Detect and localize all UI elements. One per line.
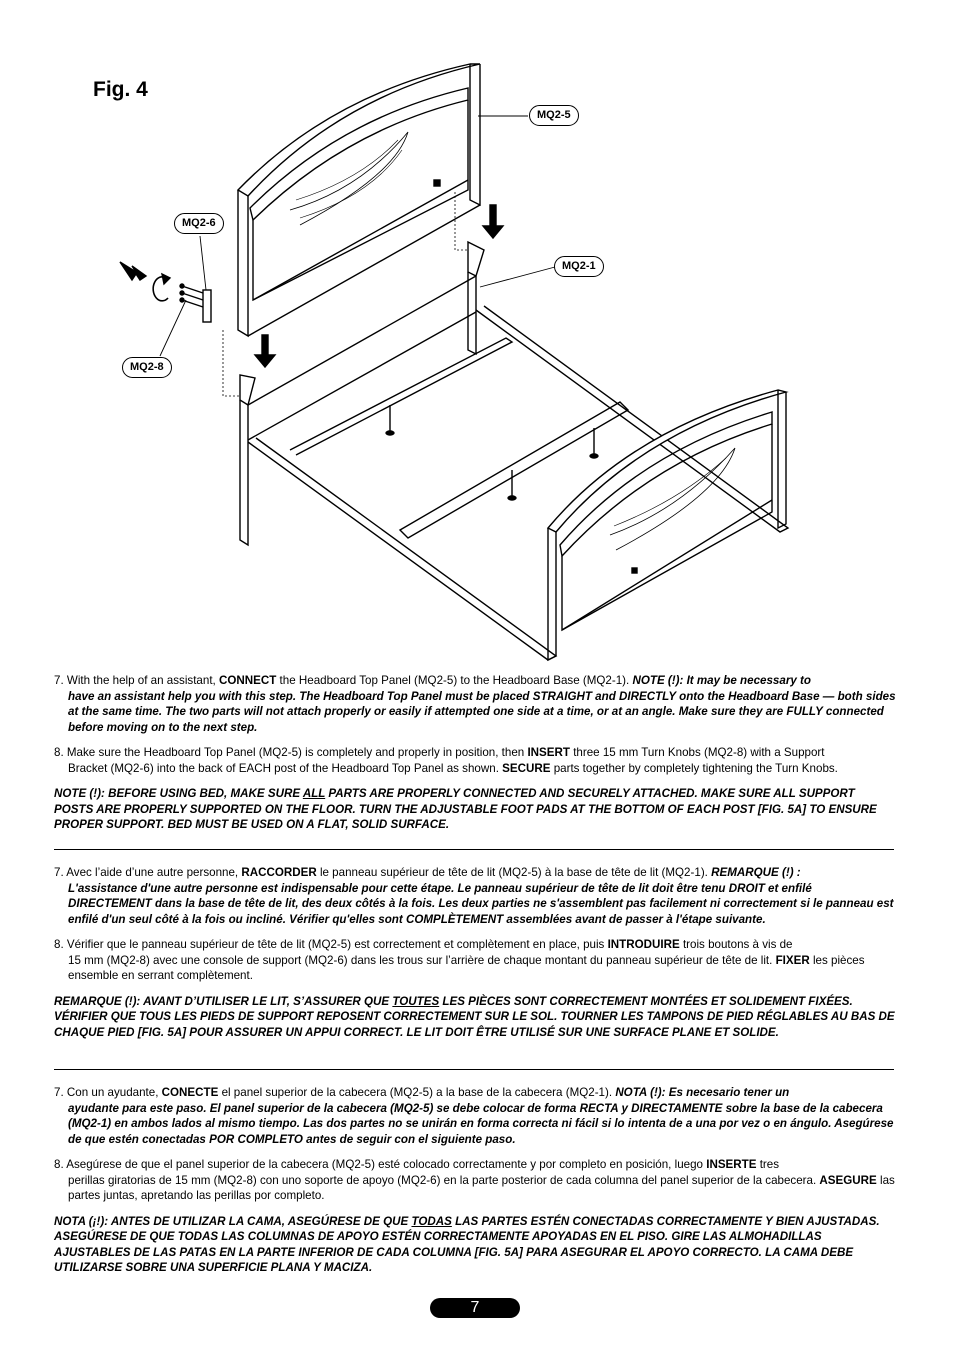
spanish-step-8: 8. Asegúrese de que el panel superior de la cabecera (MQ2-5) esté colocado correctamente y por completo en posición, luego INSERTE tres perillas giratorias de 15 mm (MQ2-8) con uno soporte de apoyo (MQ2-6) en la parte posterior de cada columna del panel superior de la cabecera. ASEGURE las partes juntas, apretando las perillas por completo.	[54, 1158, 895, 1202]
down-arrow-icon	[255, 335, 275, 367]
headboard-top-panel	[238, 64, 480, 336]
french-instructions	[54, 865, 896, 1040]
french-step-8: 8. Vérifier que le panneau supérieur de tête de lit (MQ2-5) est correctement et complètement en place, puis INTRODUIRE trois boutons à vis de 15 mm (MQ2-8) avec une console de support (MQ2-6) dans les trous sur l’arrière de chaque montant du panneau supérieur de tête de lit. FIXER les pièces ensemble en serrant complètement.	[54, 938, 865, 982]
down-arrow-icon	[483, 205, 503, 238]
spanish-instructions	[54, 1085, 896, 1276]
insert-arrow-icon	[120, 262, 146, 280]
callout-mq2-1: MQ2-1	[554, 256, 604, 277]
english-instructions	[54, 673, 896, 833]
callout-mq2-8: MQ2-8	[122, 357, 172, 378]
turn-knobs	[180, 284, 203, 307]
french-note: REMARQUE (!): AVANT D’UTILISER LE LIT, S’ASSURER QUE TOUTES LES PIÈCES SONT CORRECTEMENT MONTÉES ET SOLIDEMENT FIXÉES. VÉRIFIER QUE TOUS LES PIEDS DE SUPPORT REPOSENT CORRECTEMENT SUR LE SOL. TOURNER LES TAMPONS DE PIED RÉGLABLES AU BAS DE CHAQUE PIED [FIG. 5A] POUR ASSURER UN APPUI CORRECT. LE LIT DOIT ÊTRE UTILISÉ SUR UNE SURFACE PLANE ET SOLIDE.	[54, 994, 895, 1039]
figure-title: Fig. 4	[93, 78, 148, 101]
divider	[54, 849, 894, 850]
english-step-8: 8. Make sure the Headboard Top Panel (MQ2-5) is completely and properly in position, then INSERT three 15 mm Turn Knobs (MQ2-8) with a Support Bracket (MQ2-6) into the back of EACH post of the Headboard Top Panel as shown. SECURE parts together by completely tightening the Turn Knobs.	[54, 746, 838, 775]
alignment-guides	[223, 192, 468, 396]
page-number: 7	[430, 1298, 520, 1318]
bed-assembly-diagram	[0, 0, 954, 665]
french-step-7: 7. Avec l’aide d’une autre personne, RACCORDER le panneau supérieur de tête de lit (MQ2-5) à la base de tête de lit (MQ2-1). REMARQUE (!) : L'assistance d'une autre personne est indispensable pour cette étape. Le panneau supérieur de tête de lit doit être tenu DROIT et enfilé DIRECTEMENT dans la base de tête de lit, des deux côtés à la fois. Les deux parties ne s'assemblent pas facilement ni correctement si le panneau est enfilé d'un seul côté à la fois ou incliné. Vérifier qu'elles sont COMPLÈTEMENT assemblées avant de passer à l'étape suivante.	[54, 866, 894, 926]
divider	[54, 1069, 894, 1070]
support-bracket	[203, 290, 211, 322]
english-step-7: 7. With the help of an assistant, CONNECT the Headboard Top Panel (MQ2-5) to the Headboard Base (MQ2-1). NOTE (!): It may be necessary to have an assistant help you with this step. The Headboard Top Panel must be placed STRAIGHT and DIRECTLY onto the Headboard Base — both sides at the same time. The two parts will not attach properly or easily if attempted one side at a time, or at an angle. Make sure they are FULLY connected before moving on to the next step.	[54, 674, 896, 734]
callout-mq2-5: MQ2-5	[529, 105, 579, 126]
spanish-step-7: 7. Con un ayudante, CONECTE el panel superior de la cabecera (MQ2-5) a la base de la cabecera (MQ2-1). NOTA (!): Es necesario tener un ayudante para este paso. El panel superior de la cabecera (MQ2-5) se debe colocar de forma RECTA y DIRECTAMENTE sobre la base de la cabecera (MQ2-1) en ambos lados al mismo tiempo. Las dos partes no se unirán en forma correcta ni fácil si lo intenta de a una por vez o en ángulo. Asegúrese de que estén conectadas POR COMPLETO antes de seguir con el siguiente paso.	[54, 1086, 894, 1146]
spanish-note: NOTA (¡!): ANTES DE UTILIZAR LA CAMA, ASEGÚRESE DE QUE TODAS LAS PARTES ESTÉN CONECTADAS CORRECTAMENTE Y BIEN AJUSTADAS. ASEGÚRESE DE QUE TODAS LAS COLUMNAS DE APOYO ESTÉN CORRECTAMENTE APOYADAS EN EL PISO. GIRE LAS ALMOHADILLAS AJUSTABLES DE LAS PATAS EN LA PARTE INFERIOR DE CADA COLUMNA [FIG. 5A] PARA ASEGURAR EL APOYO CORRECTO. LA CAMA DEBE UTILIZARSE SOBRE UNA SUPERFICIE PLANA Y MACIZA.	[54, 1214, 880, 1274]
footboard	[548, 390, 786, 660]
callout-mq2-6: MQ2-6	[174, 213, 224, 234]
english-note: NOTE (!): BEFORE USING BED, MAKE SURE ALL PARTS ARE PROPERLY CONNECTED AND SECURELY ATTACHED. MAKE SURE ALL SUPPORT POSTS ARE PROPERLY SUPPORTED ON THE FLOOR. TURN THE ADJUSTABLE FOOT PADS AT THE BOTTOM OF EACH POST [FIG. 5A] TO ENSURE PROPER SUPPORT. BED MUST BE USED ON A FLAT, SOLID SURFACE.	[54, 787, 877, 831]
